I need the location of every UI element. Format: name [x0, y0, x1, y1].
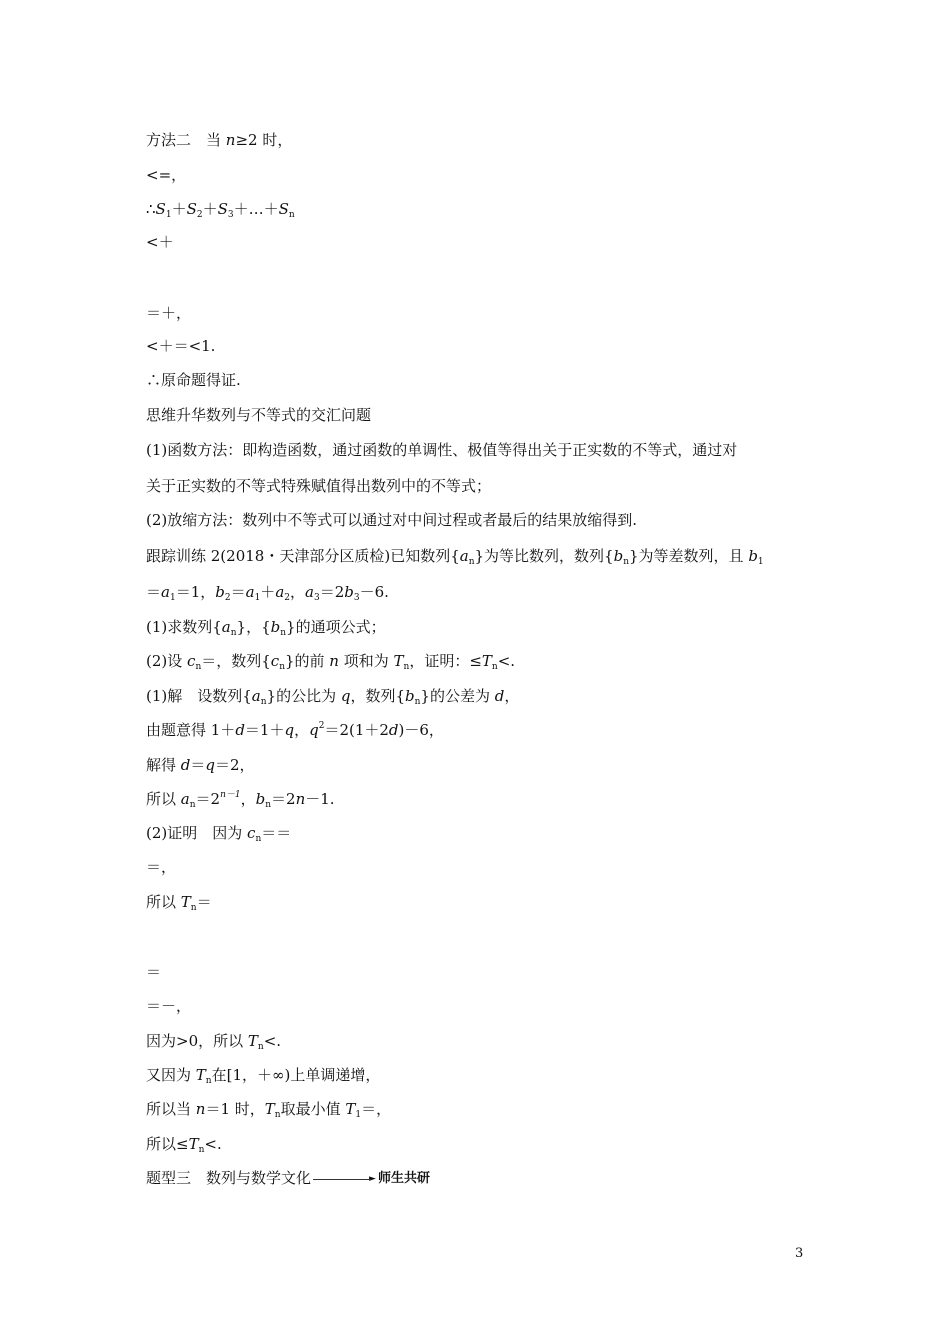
arrow-right-icon: ►: [369, 1174, 376, 1184]
line-14: (1)求数列$\{a_n\}$，$\{b_n\}$的通项公式；: [146, 618, 386, 638]
line-9: (1)函数方法：即构造函数，通过函数的单调性、极值等得出关于正实数的不等式，通过对: [146, 441, 738, 459]
line-16: (1)解 设数列$\{a_n\}$的公比为 q，数列$\{b_n\}$的公差为 d，: [146, 687, 520, 707]
line-25: 因为>0，所以 $T_n<$.: [146, 1032, 282, 1052]
line-26: 又因为 $T_n$在[1，＋∞)上单调递增，: [146, 1066, 381, 1086]
line-3: $\therefore S_1+S_2+S_3+\dots+S_n$: [146, 200, 295, 220]
line-13: $=a_1=1$，$b_2=a_1+a_2$，$a_3=2b_3-6$.: [146, 583, 389, 603]
section-tag: ► 师生共研: [313, 1169, 430, 1189]
line-24: ＝－，: [146, 997, 192, 1015]
line-8: 思维升华数列与不等式的交汇问题: [146, 406, 372, 424]
line-2: <=，: [146, 166, 187, 184]
page-number: 3: [795, 1246, 804, 1261]
line-10: 关于正实数的不等式特殊赋值得出数列中的不等式；: [146, 477, 492, 495]
arrow-line-icon: [313, 1179, 371, 1180]
line-19: 所以 $a_n=2^{n-1}$，$b_n=2n-1$.: [146, 790, 335, 810]
line-23: ＝: [146, 963, 162, 981]
line-27: 所以当 n＝1 时，$T_n$取最小值 $T_1=$，: [146, 1100, 392, 1120]
line-18: 解得 d＝q＝2，: [146, 756, 255, 774]
line-28: 所以$\le T_n<$.: [146, 1135, 222, 1155]
section-heading: 题型三 数列与数学文化 ► 师生共研: [146, 1169, 430, 1187]
line-17: 由题意得 1＋d＝1＋q，$q^2=2(1+2d)-6$，: [146, 721, 444, 739]
line-21: ＝，: [146, 858, 177, 876]
line-6: <＋＝<1.: [146, 337, 216, 355]
line-7: ∴原命题得证.: [146, 371, 241, 389]
line-11: (2)放缩方法：数列中不等式可以通过对中间过程或者最后的结果放缩得到.: [146, 511, 638, 529]
line-5: ＝＋，: [146, 304, 192, 322]
line-20: (2)证明 因为 $c_n==$: [146, 824, 292, 844]
line-4: <＋: [146, 233, 174, 251]
line-22: 所以 $T_n=$: [146, 893, 212, 913]
line-1: 方法二 当 n≥2 时，: [146, 131, 293, 149]
line-15: (2)设 $c_n=$，数列$\{c_n\}$的前 n 项和为 $T_n$，证明：$\le T_n<$.: [146, 652, 516, 672]
line-12: 跟踪训练 2(2018・天津部分区质检)已知数列$\{a_n\}$为等比数列，数列$\{b_n\}$为等差数列，且 $b_1$: [146, 547, 764, 567]
